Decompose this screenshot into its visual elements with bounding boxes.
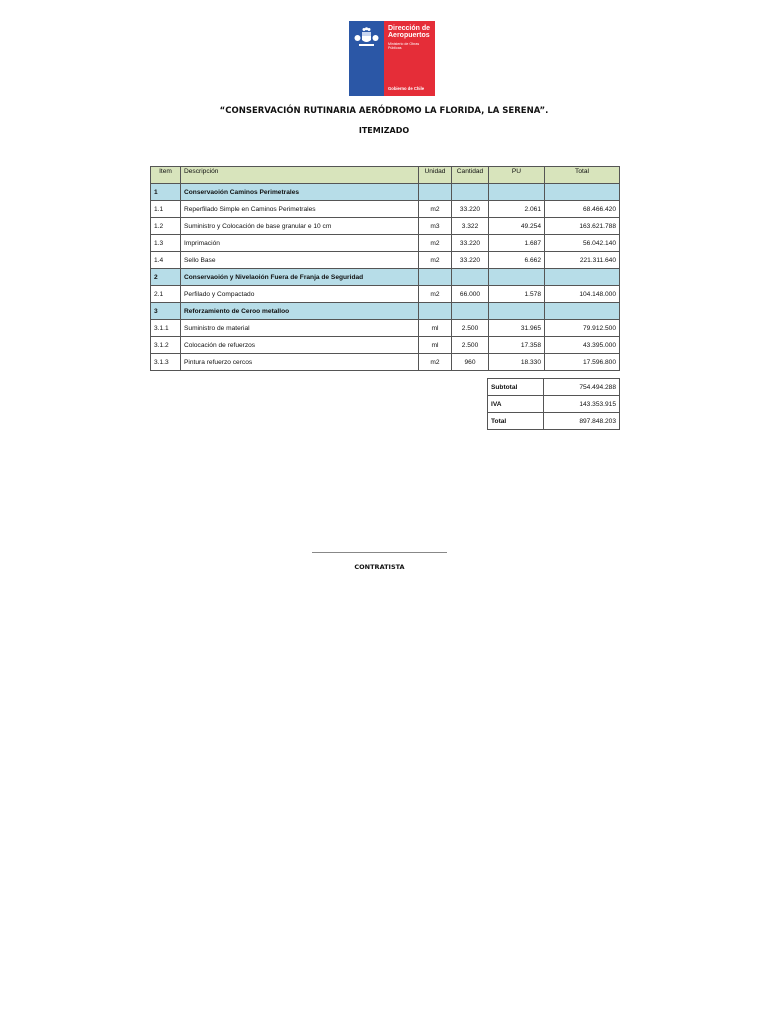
cell-description: Sello Base [181,252,419,269]
cell-description: Perfilado y Compactado [181,286,419,303]
cell-unit [419,303,452,320]
cell-description: Colocación de refuerzos [181,337,419,354]
cell-quantity: 3.322 [452,218,489,235]
cell-quantity [452,269,489,286]
cell-unit-price: 49.254 [489,218,545,235]
cell-description: Conservaoión y Nivelaoión Fuera de Franja de Seguridad [181,269,419,286]
dap-logo [349,21,435,96]
totals-row [488,413,620,430]
table-row [151,201,620,218]
cell-description: Conservaoión Caminos Perimetrales [181,184,419,201]
totals-label: IVA [488,396,544,413]
cell-unit: m2 [419,252,452,269]
cell-description: Imprimación [181,235,419,252]
section-row [151,269,620,286]
cell-quantity [452,184,489,201]
cell-unit [419,184,452,201]
cell-description: Suministro de material [181,320,419,337]
cell-unit-price: 18.330 [489,354,545,371]
cell-item: 3.1.3 [151,354,181,371]
cell-item: 3.1.1 [151,320,181,337]
signature-line [312,552,447,553]
totals-row [488,396,620,413]
totals-value: 897.848.203 [544,413,620,430]
cell-total: 221.311.640 [545,252,620,269]
cell-quantity: 960 [452,354,489,371]
cell-total: 56.042.140 [545,235,620,252]
table-row [151,218,620,235]
totals-value: 754.494.288 [544,379,620,396]
header-item: Item [151,167,181,184]
cell-unit: m2 [419,201,452,218]
header-description: Descripción [181,167,419,184]
cell-unit: ml [419,320,452,337]
cell-unit-price: 6.662 [489,252,545,269]
section-row [151,184,620,201]
cell-unit-price: 1.687 [489,235,545,252]
logo-red-panel [384,21,435,96]
cell-item: 2.1 [151,286,181,303]
cell-total: 43.395.000 [545,337,620,354]
cell-item: 1 [151,184,181,201]
table-row [151,252,620,269]
table-row [151,235,620,252]
cell-quantity: 2.500 [452,337,489,354]
logo-blue-panel [349,21,384,96]
cell-total: 163.621.788 [545,218,620,235]
itemized-table-body [151,167,620,371]
cell-unit: ml [419,337,452,354]
cell-item: 3.1.2 [151,337,181,354]
cell-quantity: 66.000 [452,286,489,303]
cell-total: 68.466.420 [545,201,620,218]
cell-description: Reperfilado Simple en Caminos Perimetrales [181,201,419,218]
logo-government: Gobierno de Chile [388,86,425,91]
cell-item: 1.3 [151,235,181,252]
section-row [151,303,620,320]
table-row [151,354,620,371]
header-quantity: Cantidad [452,167,489,184]
logo-title: Dirección de Aeropuertos [388,25,431,39]
totals-table [487,378,620,430]
table-row [151,337,620,354]
cell-unit: m2 [419,235,452,252]
logo-subtitle: Ministerio de Obras Públicas [388,42,420,50]
header-unit-price: PU [489,167,545,184]
cell-item: 1.2 [151,218,181,235]
cell-unit-price [489,303,545,320]
document-title: “CONSERVACIÓN RUTINARIA AERÓDROMO LA FLORIDA, LA SERENA”. [219,106,549,116]
cell-total: 104.148.000 [545,286,620,303]
cell-quantity: 33.220 [452,252,489,269]
cell-unit-price [489,184,545,201]
totals-label: Subtotal [488,379,544,396]
cell-unit [419,269,452,286]
cell-unit: m3 [419,218,452,235]
cell-total: 79.912.500 [545,320,620,337]
itemized-table [150,166,620,371]
cell-item: 1.4 [151,252,181,269]
cell-total: 17.596.800 [545,354,620,371]
signature-label: CONTRATISTA [354,563,405,571]
cell-unit-price: 1.578 [489,286,545,303]
cell-total [545,184,620,201]
totals-label: Total [488,413,544,430]
cell-description: Pintura refuerzo cercos [181,354,419,371]
cell-quantity: 33.220 [452,201,489,218]
totals-row [488,379,620,396]
table-row [151,320,620,337]
cell-unit-price: 2.061 [489,201,545,218]
table-header-row [151,167,620,184]
document-subtitle: ITEMIZADO [358,126,410,135]
cell-item: 1.1 [151,201,181,218]
cell-unit-price: 17.358 [489,337,545,354]
cell-unit-price: 31.965 [489,320,545,337]
cell-quantity [452,303,489,320]
totals-value: 143.353.915 [544,396,620,413]
header-unit: Unidad [419,167,452,184]
totals-table-body [488,379,620,430]
header-total: Total [545,167,620,184]
cell-description: Reforzamiento de Ceroo metalloo [181,303,419,320]
cell-quantity: 2.500 [452,320,489,337]
table-row [151,286,620,303]
cell-item: 2 [151,269,181,286]
cell-item: 3 [151,303,181,320]
cell-quantity: 33.220 [452,235,489,252]
cell-total [545,303,620,320]
cell-description: Suministro y Colocación de base granular e 10 cm [181,218,419,235]
cell-unit: m2 [419,286,452,303]
cell-total [545,269,620,286]
cell-unit: m2 [419,354,452,371]
chile-coat-of-arms-icon [354,27,379,49]
cell-unit-price [489,269,545,286]
